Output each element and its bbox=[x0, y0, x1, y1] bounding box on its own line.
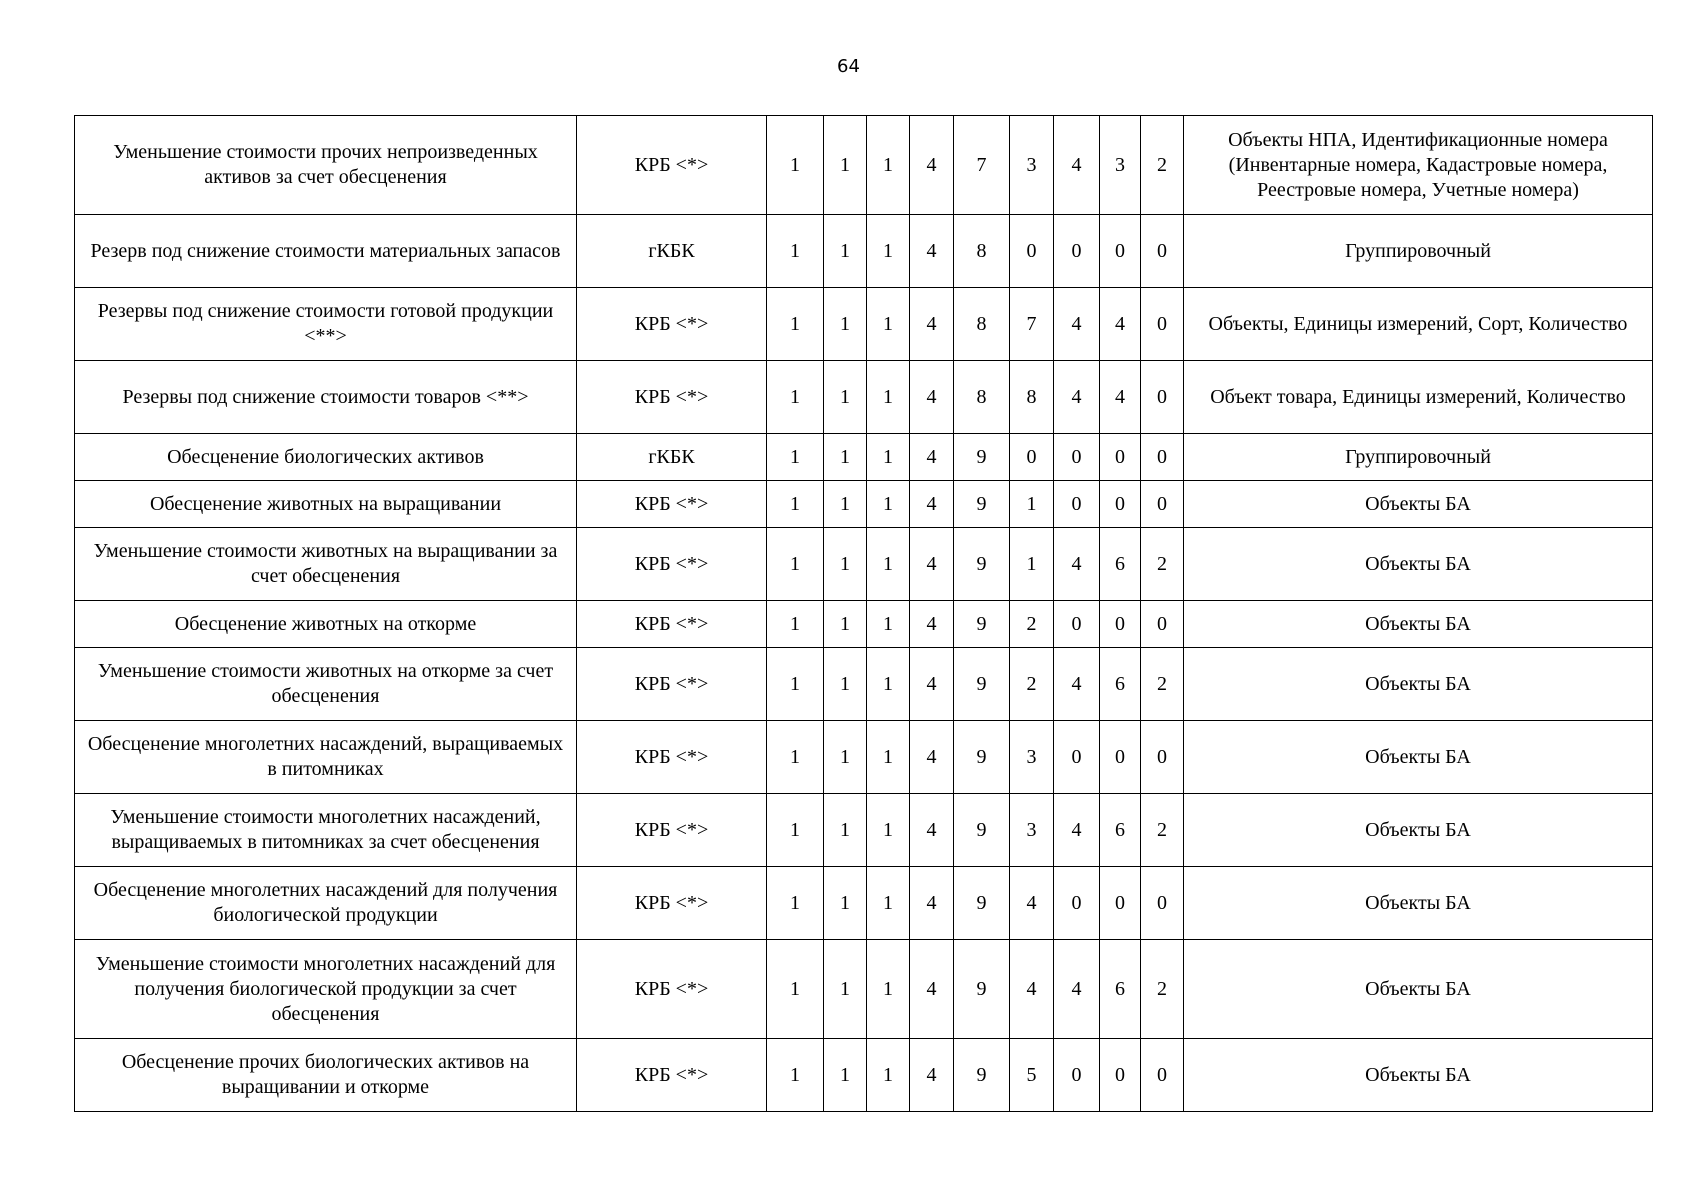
code-digit-cell: 4 bbox=[910, 288, 954, 361]
code-digit-cell: 9 bbox=[954, 794, 1010, 867]
code-digit-cell: 1 bbox=[824, 601, 867, 648]
account-name-cell: Резерв под снижение стоимости материальных запасов bbox=[75, 215, 577, 288]
code-digit-cell: 1 bbox=[1010, 528, 1054, 601]
account-name-cell: Резервы под снижение стоимости готовой продукции <**> bbox=[75, 288, 577, 361]
code-digit-cell: 1 bbox=[867, 867, 910, 940]
account-type-cell: КРБ <*> bbox=[577, 867, 767, 940]
analytics-cell: Группировочный bbox=[1184, 215, 1653, 288]
code-digit-cell: 2 bbox=[1141, 528, 1184, 601]
code-digit-cell: 0 bbox=[1141, 1039, 1184, 1112]
analytics-cell: Объекты БА bbox=[1184, 867, 1653, 940]
code-digit-cell: 4 bbox=[910, 1039, 954, 1112]
code-digit-cell: 0 bbox=[1141, 481, 1184, 528]
code-digit-cell: 4 bbox=[1054, 361, 1100, 434]
code-digit-cell: 1 bbox=[867, 361, 910, 434]
code-digit-cell: 1 bbox=[767, 116, 824, 215]
table-body bbox=[75, 116, 1653, 1112]
code-digit-cell: 8 bbox=[954, 288, 1010, 361]
account-type-cell: гКБК bbox=[577, 434, 767, 481]
account-type-cell: КРБ <*> bbox=[577, 721, 767, 794]
table-row bbox=[75, 940, 1653, 1039]
code-digit-cell: 1 bbox=[824, 288, 867, 361]
code-digit-cell: 9 bbox=[954, 1039, 1010, 1112]
code-digit-cell: 1 bbox=[824, 361, 867, 434]
code-digit-cell: 1 bbox=[767, 288, 824, 361]
code-digit-cell: 4 bbox=[910, 528, 954, 601]
analytics-cell: Объекты БА bbox=[1184, 1039, 1653, 1112]
table-row bbox=[75, 794, 1653, 867]
code-digit-cell: 1 bbox=[867, 116, 910, 215]
code-digit-cell: 8 bbox=[954, 361, 1010, 434]
code-digit-cell: 9 bbox=[954, 648, 1010, 721]
code-digit-cell: 6 bbox=[1100, 648, 1141, 721]
code-digit-cell: 4 bbox=[1054, 794, 1100, 867]
code-digit-cell: 0 bbox=[1100, 721, 1141, 794]
account-name-cell: Обесценение прочих биологических активов на выращивании и откорме bbox=[75, 1039, 577, 1112]
code-digit-cell: 3 bbox=[1010, 116, 1054, 215]
code-digit-cell: 4 bbox=[910, 481, 954, 528]
account-name-cell: Обесценение животных на откорме bbox=[75, 601, 577, 648]
code-digit-cell: 6 bbox=[1100, 528, 1141, 601]
code-digit-cell: 1 bbox=[867, 648, 910, 721]
code-digit-cell: 2 bbox=[1141, 648, 1184, 721]
code-digit-cell: 4 bbox=[1100, 361, 1141, 434]
code-digit-cell: 1 bbox=[767, 940, 824, 1039]
code-digit-cell: 2 bbox=[1010, 601, 1054, 648]
code-digit-cell: 7 bbox=[1010, 288, 1054, 361]
account-type-cell: КРБ <*> bbox=[577, 601, 767, 648]
analytics-cell: Объекты БА bbox=[1184, 481, 1653, 528]
analytics-cell: Объекты, Единицы измерений, Сорт, Количество bbox=[1184, 288, 1653, 361]
code-digit-cell: 0 bbox=[1100, 1039, 1141, 1112]
code-digit-cell: 4 bbox=[1100, 288, 1141, 361]
code-digit-cell: 1 bbox=[824, 434, 867, 481]
code-digit-cell: 1 bbox=[767, 361, 824, 434]
code-digit-cell: 4 bbox=[910, 434, 954, 481]
account-name-cell: Обесценение животных на выращивании bbox=[75, 481, 577, 528]
code-digit-cell: 0 bbox=[1054, 434, 1100, 481]
code-digit-cell: 1 bbox=[767, 867, 824, 940]
code-digit-cell: 1 bbox=[824, 721, 867, 794]
account-name-cell: Обесценение биологических активов bbox=[75, 434, 577, 481]
table-row bbox=[75, 867, 1653, 940]
code-digit-cell: 1 bbox=[767, 215, 824, 288]
code-digit-cell: 0 bbox=[1100, 434, 1141, 481]
analytics-cell: Объект товара, Единицы измерений, Количество bbox=[1184, 361, 1653, 434]
code-digit-cell: 1 bbox=[824, 116, 867, 215]
code-digit-cell: 0 bbox=[1010, 434, 1054, 481]
code-digit-cell: 2 bbox=[1141, 116, 1184, 215]
account-type-cell: КРБ <*> bbox=[577, 528, 767, 601]
page-number: 64 bbox=[837, 56, 860, 77]
table-row bbox=[75, 434, 1653, 481]
code-digit-cell: 1 bbox=[824, 215, 867, 288]
code-digit-cell: 1 bbox=[824, 940, 867, 1039]
code-digit-cell: 1 bbox=[824, 1039, 867, 1112]
code-digit-cell: 4 bbox=[1010, 867, 1054, 940]
code-digit-cell: 2 bbox=[1141, 794, 1184, 867]
code-digit-cell: 9 bbox=[954, 940, 1010, 1039]
code-digit-cell: 0 bbox=[1054, 481, 1100, 528]
account-type-cell: КРБ <*> bbox=[577, 794, 767, 867]
code-digit-cell: 1 bbox=[767, 481, 824, 528]
account-name-cell: Уменьшение стоимости животных на выращивании за счет обесценения bbox=[75, 528, 577, 601]
account-name-cell: Резервы под снижение стоимости товаров <**> bbox=[75, 361, 577, 434]
code-digit-cell: 4 bbox=[910, 867, 954, 940]
analytics-cell: Объекты БА bbox=[1184, 721, 1653, 794]
analytics-cell: Объекты БА bbox=[1184, 794, 1653, 867]
code-digit-cell: 0 bbox=[1054, 601, 1100, 648]
code-digit-cell: 1 bbox=[1010, 481, 1054, 528]
code-digit-cell: 1 bbox=[767, 648, 824, 721]
code-digit-cell: 1 bbox=[824, 648, 867, 721]
code-digit-cell: 9 bbox=[954, 481, 1010, 528]
table-row bbox=[75, 648, 1653, 721]
code-digit-cell: 9 bbox=[954, 721, 1010, 794]
code-digit-cell: 0 bbox=[1054, 867, 1100, 940]
code-digit-cell: 4 bbox=[910, 940, 954, 1039]
code-digit-cell: 1 bbox=[767, 528, 824, 601]
code-digit-cell: 0 bbox=[1141, 434, 1184, 481]
analytics-cell: Объекты БА bbox=[1184, 648, 1653, 721]
code-digit-cell: 4 bbox=[910, 721, 954, 794]
code-digit-cell: 2 bbox=[1010, 648, 1054, 721]
code-digit-cell: 7 bbox=[954, 116, 1010, 215]
account-name-cell: Обесценение многолетних насаждений, выращиваемых в питомниках bbox=[75, 721, 577, 794]
table-row bbox=[75, 215, 1653, 288]
code-digit-cell: 0 bbox=[1010, 215, 1054, 288]
code-digit-cell: 1 bbox=[867, 940, 910, 1039]
table-row bbox=[75, 481, 1653, 528]
code-digit-cell: 0 bbox=[1141, 601, 1184, 648]
code-digit-cell: 4 bbox=[1054, 528, 1100, 601]
account-type-cell: КРБ <*> bbox=[577, 116, 767, 215]
account-type-cell: КРБ <*> bbox=[577, 940, 767, 1039]
code-digit-cell: 1 bbox=[824, 528, 867, 601]
code-digit-cell: 4 bbox=[910, 361, 954, 434]
code-digit-cell: 4 bbox=[910, 601, 954, 648]
account-type-cell: КРБ <*> bbox=[577, 481, 767, 528]
table-row bbox=[75, 1039, 1653, 1112]
account-name-cell: Уменьшение стоимости животных на откорме за счет обесценения bbox=[75, 648, 577, 721]
analytics-cell: Объекты БА bbox=[1184, 940, 1653, 1039]
code-digit-cell: 1 bbox=[867, 215, 910, 288]
code-digit-cell: 4 bbox=[910, 215, 954, 288]
account-name-cell: Уменьшение стоимости многолетних насаждений для получения биологической продукции за счет обесценения bbox=[75, 940, 577, 1039]
code-digit-cell: 0 bbox=[1100, 481, 1141, 528]
code-digit-cell: 1 bbox=[824, 481, 867, 528]
code-digit-cell: 6 bbox=[1100, 794, 1141, 867]
analytics-cell: Группировочный bbox=[1184, 434, 1653, 481]
analytics-cell: Объекты БА bbox=[1184, 528, 1653, 601]
code-digit-cell: 1 bbox=[867, 721, 910, 794]
code-digit-cell: 9 bbox=[954, 434, 1010, 481]
table-row bbox=[75, 528, 1653, 601]
code-digit-cell: 0 bbox=[1100, 601, 1141, 648]
analytics-cell: Объекты НПА, Идентификационные номера (Инвентарные номера, Кадастровые номера, Реестровые номера, Учетные номера) bbox=[1184, 116, 1653, 215]
code-digit-cell: 1 bbox=[767, 794, 824, 867]
code-digit-cell: 9 bbox=[954, 601, 1010, 648]
code-digit-cell: 8 bbox=[1010, 361, 1054, 434]
code-digit-cell: 0 bbox=[1054, 215, 1100, 288]
code-digit-cell: 4 bbox=[1010, 940, 1054, 1039]
code-digit-cell: 8 bbox=[954, 215, 1010, 288]
account-type-cell: гКБК bbox=[577, 215, 767, 288]
code-digit-cell: 1 bbox=[767, 721, 824, 794]
code-digit-cell: 1 bbox=[867, 601, 910, 648]
code-digit-cell: 0 bbox=[1141, 288, 1184, 361]
analytics-cell: Объекты БА bbox=[1184, 601, 1653, 648]
code-digit-cell: 0 bbox=[1141, 721, 1184, 794]
code-digit-cell: 0 bbox=[1141, 867, 1184, 940]
code-digit-cell: 0 bbox=[1054, 1039, 1100, 1112]
code-digit-cell: 4 bbox=[910, 116, 954, 215]
code-digit-cell: 4 bbox=[910, 794, 954, 867]
code-digit-cell: 6 bbox=[1100, 940, 1141, 1039]
code-digit-cell: 1 bbox=[824, 867, 867, 940]
code-digit-cell: 1 bbox=[867, 794, 910, 867]
code-digit-cell: 1 bbox=[767, 434, 824, 481]
account-type-cell: КРБ <*> bbox=[577, 288, 767, 361]
table-row bbox=[75, 721, 1653, 794]
code-digit-cell: 3 bbox=[1010, 794, 1054, 867]
code-digit-cell: 1 bbox=[867, 434, 910, 481]
code-digit-cell: 4 bbox=[1054, 940, 1100, 1039]
code-digit-cell: 0 bbox=[1100, 867, 1141, 940]
table-row bbox=[75, 601, 1653, 648]
code-digit-cell: 1 bbox=[767, 601, 824, 648]
code-digit-cell: 0 bbox=[1141, 215, 1184, 288]
code-digit-cell: 0 bbox=[1141, 361, 1184, 434]
code-digit-cell: 4 bbox=[1054, 648, 1100, 721]
accounts-table bbox=[74, 115, 1653, 1112]
code-digit-cell: 4 bbox=[1054, 288, 1100, 361]
account-type-cell: КРБ <*> bbox=[577, 648, 767, 721]
code-digit-cell: 9 bbox=[954, 528, 1010, 601]
code-digit-cell: 4 bbox=[910, 648, 954, 721]
code-digit-cell: 1 bbox=[867, 481, 910, 528]
account-name-cell: Уменьшение стоимости многолетних насаждений, выращиваемых в питомниках за счет обесценения bbox=[75, 794, 577, 867]
code-digit-cell: 3 bbox=[1010, 721, 1054, 794]
code-digit-cell: 9 bbox=[954, 867, 1010, 940]
table-row bbox=[75, 361, 1653, 434]
code-digit-cell: 1 bbox=[867, 288, 910, 361]
code-digit-cell: 1 bbox=[767, 1039, 824, 1112]
account-type-cell: КРБ <*> bbox=[577, 1039, 767, 1112]
table-row bbox=[75, 116, 1653, 215]
code-digit-cell: 1 bbox=[824, 794, 867, 867]
table-row bbox=[75, 288, 1653, 361]
account-name-cell: Обесценение многолетних насаждений для получения биологической продукции bbox=[75, 867, 577, 940]
code-digit-cell: 5 bbox=[1010, 1039, 1054, 1112]
code-digit-cell: 2 bbox=[1141, 940, 1184, 1039]
account-type-cell: КРБ <*> bbox=[577, 361, 767, 434]
account-name-cell: Уменьшение стоимости прочих непроизведенных активов за счет обесценения bbox=[75, 116, 577, 215]
code-digit-cell: 4 bbox=[1054, 116, 1100, 215]
code-digit-cell: 1 bbox=[867, 1039, 910, 1112]
code-digit-cell: 0 bbox=[1054, 721, 1100, 794]
code-digit-cell: 1 bbox=[867, 528, 910, 601]
code-digit-cell: 0 bbox=[1100, 215, 1141, 288]
code-digit-cell: 3 bbox=[1100, 116, 1141, 215]
